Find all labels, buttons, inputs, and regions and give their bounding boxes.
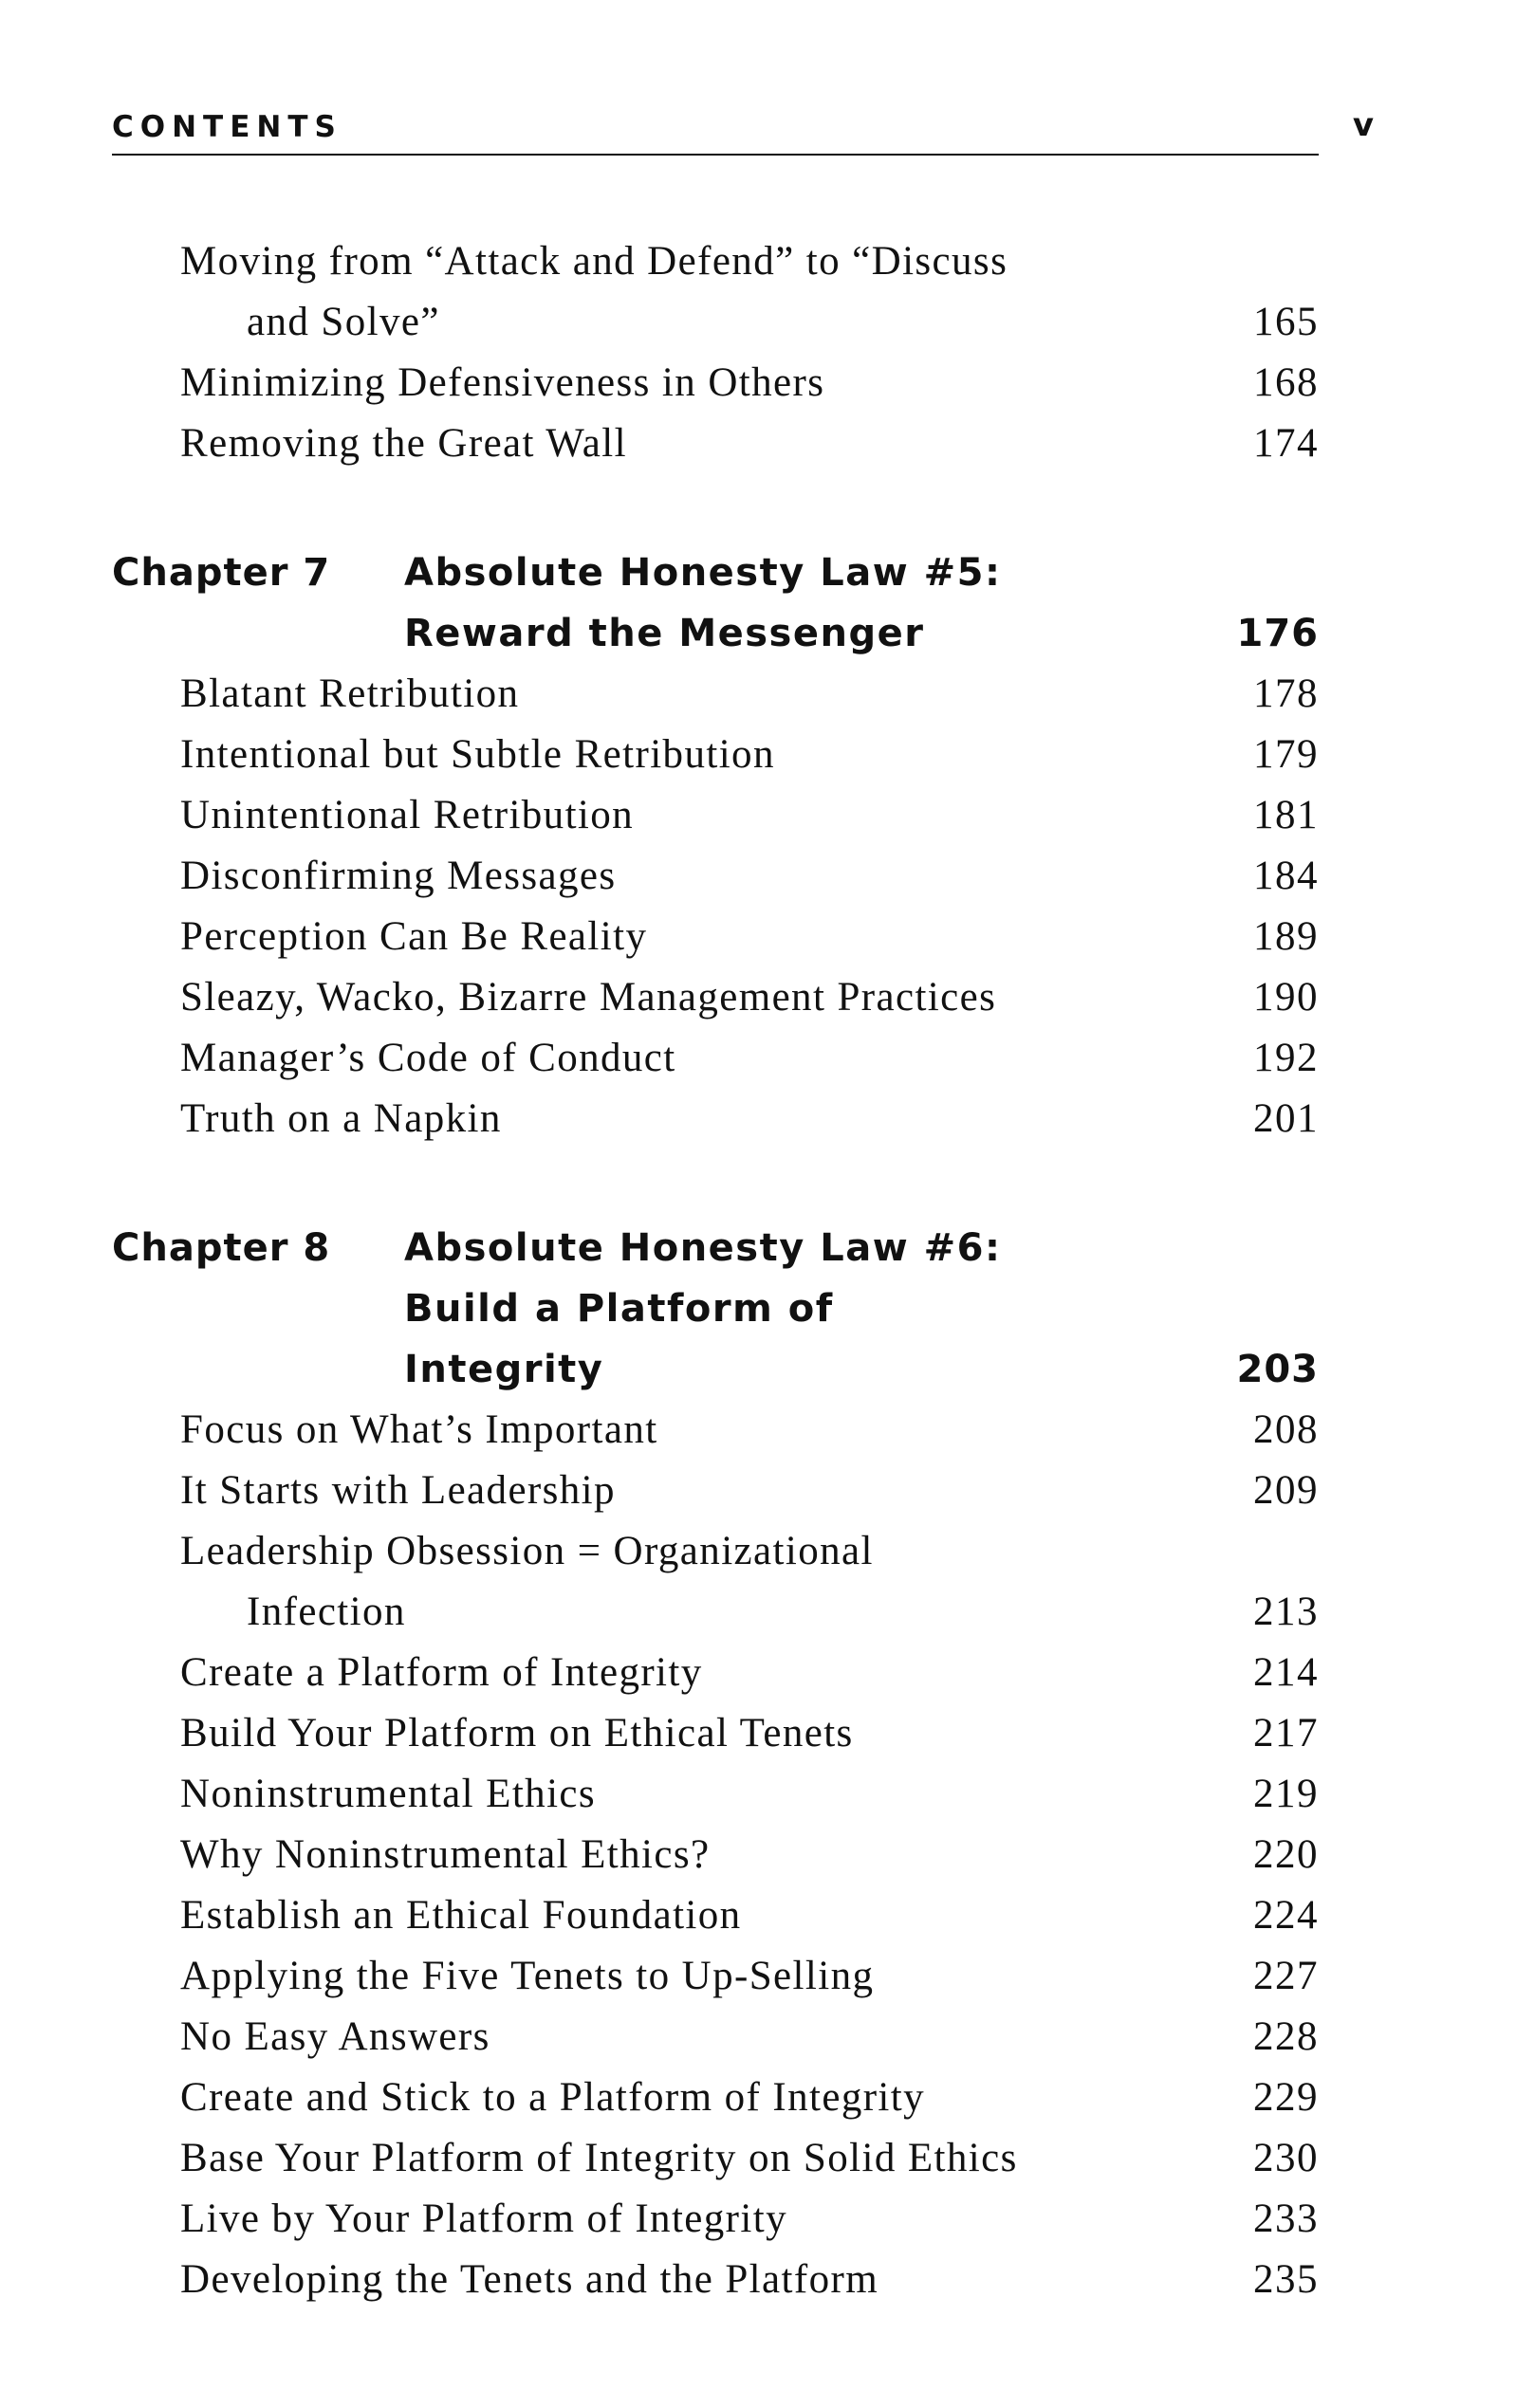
toc-entry-title: Intentional but Subtle Retribution [180, 732, 775, 777]
toc-entry [0, 1089, 1535, 1149]
toc-entry-page: 220 [1253, 1832, 1319, 1877]
toc-entry-title: Manager’s Code of Conduct [180, 1036, 676, 1080]
chapter-8-heading-continued [0, 1278, 1535, 1339]
toc-entry [0, 846, 1535, 907]
toc-entry-title: No Easy Answers [180, 2014, 490, 2059]
toc-entry-page: 184 [1253, 854, 1319, 898]
toc-entry [0, 967, 1535, 1028]
toc-entry-title: Perception Can Be Reality [180, 914, 648, 959]
toc-entry [0, 1643, 1535, 1703]
chapter-8-heading-continued [0, 1339, 1535, 1400]
toc-entry-page: 192 [1253, 1036, 1319, 1080]
toc-entry-title: Live by Your Platform of Integrity [180, 2197, 787, 2241]
toc-entry-page: 214 [1253, 1650, 1319, 1695]
chapter-8-title: Absolute Honesty Law #6: [404, 1226, 1002, 1270]
toc-entry-page: 219 [1253, 1772, 1319, 1816]
toc-entry [0, 1825, 1535, 1885]
toc-entry-title: Leadership Obsession = Organizational [180, 1529, 874, 1573]
chapter-7-heading [0, 542, 1535, 603]
toc-entry-title: Removing the Great Wall [180, 421, 627, 466]
toc-entry [0, 2068, 1535, 2128]
toc-entry-title: Sleazy, Wacko, Bizarre Management Practices [180, 975, 997, 1020]
toc-entry-title: Applying the Five Tenets to Up-Selling [180, 1954, 875, 1998]
toc-entry-title: Establish an Ethical Foundation [180, 1893, 742, 1938]
toc-entry-title: Base Your Platform of Integrity on Solid Ethics [180, 2136, 1018, 2180]
toc-entry-title: Minimizing Defensiveness in Others [180, 360, 825, 405]
toc-entry [0, 1946, 1535, 2007]
toc-entry [0, 353, 1535, 414]
toc-entry-title: Blatant Retribution [180, 671, 520, 716]
chapter-8-title-continued: Build a Platform of [404, 1287, 834, 1331]
toc-entry-title: Moving from “Attack and Defend” to “Discuss [180, 239, 1008, 284]
toc-entry-page: 213 [1253, 1590, 1319, 1634]
toc-entry-page: 165 [1253, 300, 1319, 344]
chapter-7-label: Chapter 7 [112, 551, 331, 595]
running-header-title: CONTENTS [112, 110, 342, 144]
toc-entry-title: Noninstrumental Ethics [180, 1772, 597, 1816]
toc-entry-title: Disconfirming Messages [180, 854, 617, 898]
toc-entry-page: 229 [1253, 2075, 1319, 2120]
toc-entry-page: 235 [1253, 2257, 1319, 2302]
chapter-8-label: Chapter 8 [112, 1226, 331, 1270]
chapter-7-page: 176 [1236, 612, 1319, 655]
toc-entry [0, 2250, 1535, 2310]
toc-entry [0, 1028, 1535, 1089]
toc-entry [0, 1703, 1535, 1764]
toc-entry-page: 181 [1253, 793, 1319, 837]
running-header-page-number: v [1352, 106, 1374, 144]
chapter-8-title-continued: Integrity [404, 1348, 604, 1391]
toc-entry-page: 179 [1253, 732, 1319, 777]
chapter-8-page: 203 [1236, 1348, 1319, 1391]
toc-entry-page: 208 [1253, 1407, 1319, 1452]
toc-entry [0, 725, 1535, 785]
toc-entry [0, 1885, 1535, 1946]
toc-entry [0, 785, 1535, 846]
toc-entry-page: 209 [1253, 1468, 1319, 1513]
toc-entry-title: Create a Platform of Integrity [180, 1650, 703, 1695]
chapter-7-heading-continued [0, 603, 1535, 664]
chapter-7-title: Absolute Honesty Law #5: [404, 551, 1002, 595]
toc-entry-page: 190 [1253, 975, 1319, 1020]
toc-entry [0, 2007, 1535, 2068]
toc-entry-page: 224 [1253, 1893, 1319, 1938]
toc-entry-title-continued: Infection [247, 1590, 406, 1634]
toc-entry-title-continued: and Solve” [247, 300, 440, 344]
toc-entry-title: Unintentional Retribution [180, 793, 635, 837]
toc-entry [0, 231, 1535, 292]
toc-entry-page: 178 [1253, 671, 1319, 716]
toc-entry-page: 233 [1253, 2197, 1319, 2241]
toc-entry [0, 1521, 1535, 1582]
toc-entry-page: 217 [1253, 1711, 1319, 1755]
toc-entry-title: Build Your Platform on Ethical Tenets [180, 1711, 854, 1755]
toc-entry-title: Why Noninstrumental Ethics? [180, 1832, 711, 1877]
toc-entry-title: Create and Stick to a Platform of Integrity [180, 2075, 926, 2120]
toc-entry-title: Focus on What’s Important [180, 1407, 658, 1452]
running-header [112, 102, 1374, 156]
toc-entry-title: It Starts with Leadership [180, 1468, 616, 1513]
toc-entry-page: 174 [1253, 421, 1319, 466]
toc-entry-continued [0, 1582, 1535, 1643]
toc-entry [0, 2128, 1535, 2189]
toc-entry-page: 227 [1253, 1954, 1319, 1998]
toc-entry-page: 168 [1253, 360, 1319, 405]
toc-entry [0, 1764, 1535, 1825]
toc-entry [0, 2189, 1535, 2250]
toc-entry-title: Developing the Tenets and the Platform [180, 2257, 879, 2302]
toc-entry-title: Truth on a Napkin [180, 1096, 502, 1141]
toc-entry-continued [0, 292, 1535, 353]
toc-entry-page: 230 [1253, 2136, 1319, 2180]
toc-entry [0, 907, 1535, 967]
chapter-7-title-continued: Reward the Messenger [404, 612, 925, 655]
toc-entry [0, 664, 1535, 725]
toc-entry-page: 201 [1253, 1096, 1319, 1141]
chapter-8-heading [0, 1218, 1535, 1278]
toc-entry-page: 189 [1253, 914, 1319, 959]
toc-entry [0, 1400, 1535, 1461]
toc-entry-page: 228 [1253, 2014, 1319, 2059]
toc-entry [0, 1461, 1535, 1521]
toc-entry [0, 414, 1535, 474]
